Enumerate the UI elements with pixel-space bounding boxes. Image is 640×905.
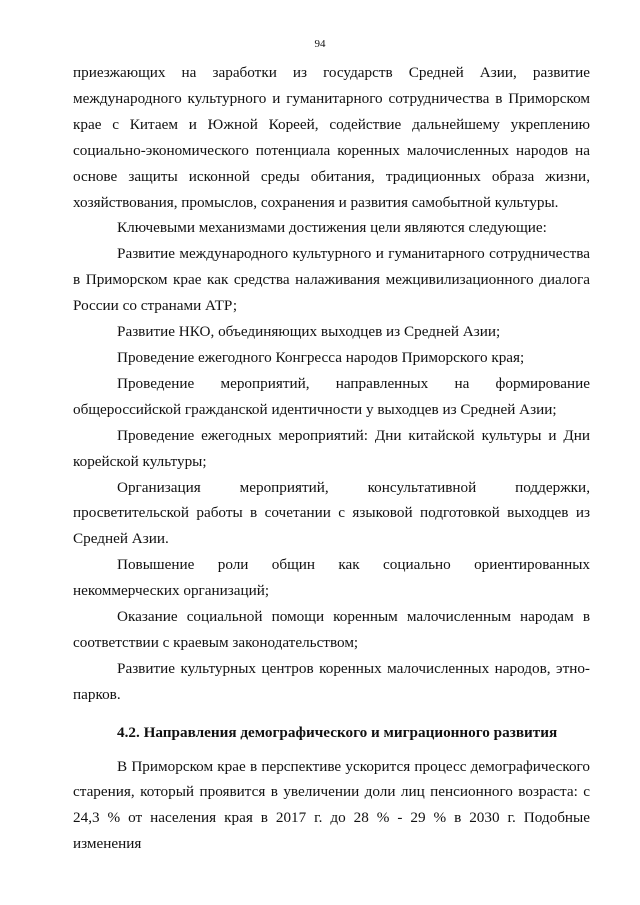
document-body xyxy=(73,60,590,857)
paragraph-6: Проведение мероприятий, направленных на формирование общероссийской гражданской идентичности у выходцев из Средней Азии; xyxy=(73,374,590,418)
paragraph-9: Повышение роли общин как социально ориентированных некоммерческих организаций; xyxy=(73,556,590,600)
paragraph-11: Развитие культурных центров коренных малочисленных народов, этно-парков. xyxy=(73,659,590,703)
page-number: 94 xyxy=(314,38,326,50)
paragraph-12: В Приморском крае в перспективе ускорится процесс демографического старения, который проявится в увеличении доли лиц пенсионного возраста: с 24,3 % от населения края в 2017 г. до 28 % - 29 % в 2030 г. Подобные изменения xyxy=(73,757,590,853)
paragraph-8: Организация мероприятий, консультативной поддержки, просветительской работы в сочетании с языковой подготовкой выходцев из Средней Азии. xyxy=(73,478,590,548)
paragraph-3: Развитие международного культурного и гуманитарного сотрудничества в Приморском крае как средства налаживания межцивилизационного диалога России со странами АТР; xyxy=(73,245,590,315)
paragraph-7: Проведение ежегодных мероприятий: Дни китайской культуры и Дни корейской культуры; xyxy=(73,426,590,470)
paragraph-2: Ключевыми механизмами достижения цели являются следующие: xyxy=(117,219,547,237)
paragraph-10: Оказание социальной помощи коренным малочисленным народам в соответствии с краевым законодательством; xyxy=(73,608,590,651)
paragraph-5: Проведение ежегодного Конгресса народов Приморского края; xyxy=(117,348,525,366)
paragraph-4: Развитие НКО, объединяющих выходцев из Средней Азии; xyxy=(117,323,501,341)
section-heading: 4.2. Направления демографического и миграционного развития xyxy=(117,723,558,741)
paragraph-1: приезжающих на заработки из государств Средней Азии, развитие международного культурного и гуманитарного сотрудничества в Приморском крае с Китаем и Южной Кореей, содействие дальнейшему укреплению социально-экономического потенциала коренных малочисленных народов на основе защиты исконной среды обитания, традиционных образа жизни, хозяйствования, промыслов, сохранения и развития самобытной культуры. xyxy=(73,64,590,211)
